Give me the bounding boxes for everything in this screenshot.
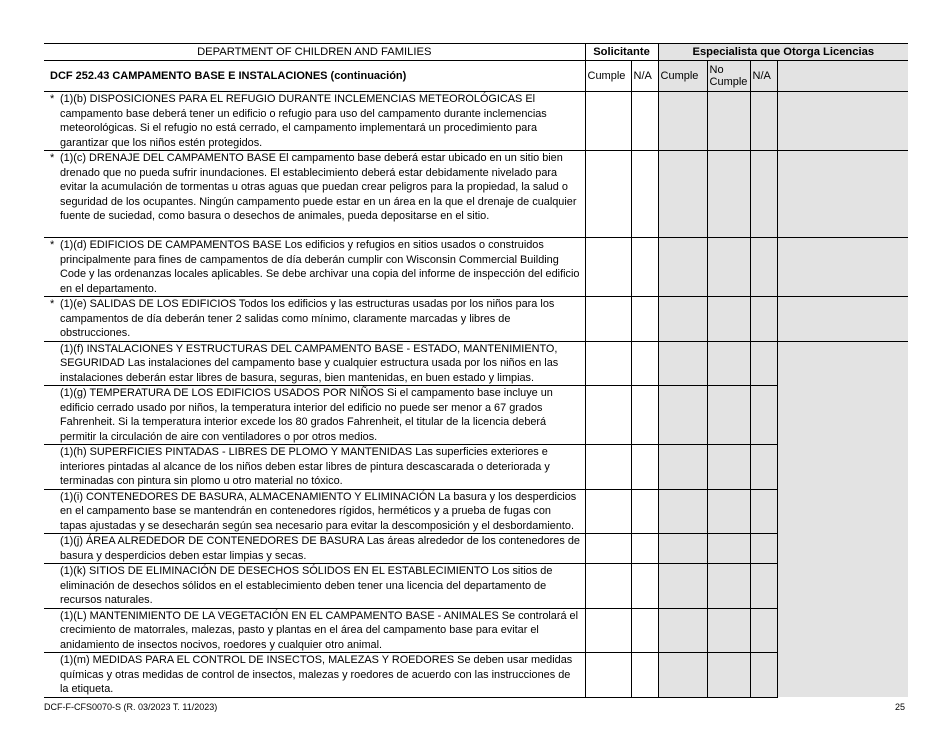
- specialist-cumple-cell[interactable]: [658, 653, 707, 698]
- requirement-text: (1)(g) TEMPERATURA DE LOS EDIFICIOS USADOS POR NIÑOS Si el campamento base incluye un edificio cerrado usado por niños, la temperatura interior del edificio no puede ser menor a 67 grados Fahrenheit. Si la temperatura interior excede los 80 grados Fahrenheit, el titular de la licencia deberá permitir la circulación de aire con ventiladores o por otros medios.: [60, 387, 553, 443]
- requirement-text: (1)(L) MANTENIMIENTO DE LA VEGETACIÓN EN EL CAMPAMENTO BASE - ANIMALES Se controlará el crecimiento de matorrales, malezas, pasto y plantas en el área del campamento base para evitar el anidamiento de insectos nocivos, roedores y cualquier otro animal.: [60, 609, 579, 651]
- header-row-2: [44, 61, 908, 92]
- table-row: [44, 564, 908, 609]
- applicant-na-cell[interactable]: [631, 297, 658, 342]
- applicant-na-cell[interactable]: [631, 238, 658, 297]
- specialist-na-cell[interactable]: [750, 608, 777, 653]
- requirement-text: (1)(b) DISPOSICIONES PARA EL REFUGIO DURANTE INCLEMENCIAS METEOROLÓGICAS El campamento base deberá tener un edificio o refugio para uso del campamento durante inclemencias meteorológicas. Si el refugio no está cerrado, el campamento implementará un procedimiento para garantizar que los niños estén protegidos.: [60, 93, 547, 149]
- requirement-cell: [44, 564, 585, 609]
- applicant-cumple-cell[interactable]: [585, 534, 631, 564]
- specialist-no-cumple-cell[interactable]: [707, 653, 750, 698]
- specialist-na-cell[interactable]: [750, 445, 777, 490]
- requirement-cell: [44, 653, 585, 698]
- table-row: [44, 341, 908, 386]
- requirement-text: (1)(d) EDIFICIOS DE CAMPAMENTOS BASE Los edificios y refugios en sitios usados o construidos principalmente para fines de campamentos de día deberán cumplir con Wisconsin Commercial Building Code y las ordenanzas locales aplicables. Se debe archivar una copia del informe de inspección del edificio en el departamento.: [60, 239, 580, 295]
- specialist-cumple-cell[interactable]: [658, 238, 707, 297]
- specialist-heading: Especialista que Otorga Licencias: [658, 44, 908, 61]
- specialist-no-cumple-cell[interactable]: [707, 386, 750, 445]
- checklist-rows: [44, 92, 908, 698]
- form-code: DCF-F-CFS0070-S (R. 03/2023 T. 11/2023): [44, 702, 218, 712]
- applicant-na-cell[interactable]: [631, 445, 658, 490]
- applicant-cumple-header: Cumple: [585, 61, 631, 92]
- table-row: [44, 297, 908, 342]
- specialist-na-cell[interactable]: [750, 534, 777, 564]
- shaded-spacer-cell: [777, 151, 908, 238]
- applicant-cumple-cell[interactable]: [585, 564, 631, 609]
- applicant-cumple-cell[interactable]: [585, 386, 631, 445]
- table-row: [44, 489, 908, 534]
- shaded-spacer-cell: [777, 534, 908, 564]
- applicant-cumple-cell[interactable]: [585, 489, 631, 534]
- specialist-no-cumple-cell[interactable]: [707, 564, 750, 609]
- specialist-na-cell[interactable]: [750, 92, 777, 151]
- applicant-cumple-cell[interactable]: [585, 653, 631, 698]
- table-row: [44, 151, 908, 238]
- requirement-cell: [44, 297, 585, 342]
- applicant-na-cell[interactable]: [631, 608, 658, 653]
- specialist-no-cumple-cell[interactable]: [707, 534, 750, 564]
- shaded-spacer-cell: [777, 297, 908, 342]
- specialist-no-cumple-cell[interactable]: [707, 92, 750, 151]
- applicant-na-cell[interactable]: [631, 341, 658, 386]
- specialist-na-cell[interactable]: [750, 653, 777, 698]
- asterisk-marker: *: [50, 152, 55, 164]
- requirement-cell: [44, 92, 585, 151]
- requirement-text: (1)(m) MEDIDAS PARA EL CONTROL DE INSECTOS, MALEZAS Y ROEDORES Se deben usar medidas químicas y otras medidas de control de insectos, malezas y roedores de acuerdo con las instrucciones de la etiqueta.: [60, 654, 573, 695]
- requirement-cell: [44, 238, 585, 297]
- requirement-cell: [44, 489, 585, 534]
- specialist-no-cumple-cell[interactable]: [707, 297, 750, 342]
- specialist-cumple-cell[interactable]: [658, 386, 707, 445]
- specialist-no-cumple-cell[interactable]: [707, 238, 750, 297]
- specialist-na-cell[interactable]: [750, 341, 777, 386]
- applicant-cumple-cell[interactable]: [585, 341, 631, 386]
- shaded-spacer-cell: [777, 608, 908, 653]
- specialist-na-header: N/A: [750, 61, 777, 92]
- specialist-no-cumple-cell[interactable]: [707, 489, 750, 534]
- specialist-cumple-cell[interactable]: [658, 151, 707, 238]
- page-number: 25: [895, 702, 906, 712]
- requirement-cell: [44, 341, 585, 386]
- specialist-na-cell[interactable]: [750, 564, 777, 609]
- applicant-cumple-cell[interactable]: [585, 151, 631, 238]
- shaded-spacer-cell: [777, 341, 908, 386]
- requirement-text: (1)(j) ÁREA ALREDEDOR DE CONTENEDORES DE BASURA Las áreas alrededor de los contenedores de basura y desperdicios deben estar limpias y secas.: [60, 535, 580, 562]
- table-row: [44, 445, 908, 490]
- specialist-cumple-cell[interactable]: [658, 341, 707, 386]
- asterisk-marker: *: [50, 298, 55, 310]
- applicant-na-cell[interactable]: [631, 534, 658, 564]
- table-row: [44, 92, 908, 151]
- shaded-spacer-cell: [777, 489, 908, 534]
- requirement-text: (1)(k) SITIOS DE ELIMINACIÓN DE DESECHOS SÓLIDOS EN EL ESTABLECIMIENTO Los sitios de eliminación de desechos sólidos en el establecimiento deben tener una licencia del departamento de recursos naturales.: [60, 565, 553, 606]
- specialist-na-cell[interactable]: [750, 386, 777, 445]
- applicant-cumple-cell[interactable]: [585, 297, 631, 342]
- requirement-text: (1)(e) SALIDAS DE LOS EDIFICIOS Todos los edificios y las estructuras usadas por los niños para los campamentos de día deberán tener 2 salidas como mínimo, claramente marcadas y libres de obstrucciones.: [60, 298, 555, 339]
- shaded-spacer-cell: [777, 386, 908, 445]
- requirement-cell: [44, 534, 585, 564]
- specialist-cumple-cell[interactable]: [658, 445, 707, 490]
- table-row: [44, 534, 908, 564]
- asterisk-marker: *: [50, 93, 55, 105]
- header-row-1: [44, 44, 908, 61]
- applicant-na-cell[interactable]: [631, 653, 658, 698]
- applicant-heading: Solicitante: [585, 44, 658, 61]
- checklist-table: [44, 43, 908, 698]
- specialist-no-cumple-header: No Cumple: [707, 61, 750, 92]
- requirement-text: (1)(f) INSTALACIONES Y ESTRUCTURAS DEL CAMPAMENTO BASE - ESTADO, MANTENIMIENTO, SEGURIDAD Las instalaciones del campamento base y cualquier estructura usada por los niños en las instalaciones deberán estar libres de basura, seguras, bien mantenidas, en buen estado y limpias.: [60, 342, 559, 384]
- applicant-na-cell[interactable]: [631, 92, 658, 151]
- requirement-cell: [44, 151, 585, 238]
- requirement-cell: [44, 386, 585, 445]
- form-sheet: [44, 43, 908, 698]
- requirement-text: (1)(h) SUPERFICIES PINTADAS - LIBRES DE PLOMO Y MANTENIDAS Las superficies exteriores e interiores pintadas al alcance de los niños deben estar libres de pintura descascarada o deteriorada y terminadas con pintura sin plomo u otro material no tóxico.: [60, 446, 550, 487]
- applicant-na-cell[interactable]: [631, 489, 658, 534]
- specialist-na-cell[interactable]: [750, 297, 777, 342]
- shaded-spacer-cell: [777, 564, 908, 609]
- specialist-cumple-cell[interactable]: [658, 534, 707, 564]
- asterisk-marker: *: [50, 239, 55, 251]
- header-spacer: [777, 61, 908, 92]
- specialist-cumple-cell[interactable]: [658, 297, 707, 342]
- applicant-na-cell[interactable]: [631, 564, 658, 609]
- specialist-cumple-cell[interactable]: [658, 564, 707, 609]
- requirement-cell: [44, 608, 585, 653]
- shaded-spacer-cell: [777, 92, 908, 151]
- section-title: DCF 252.43 CAMPAMENTO BASE E INSTALACIONES (continuación): [44, 61, 585, 92]
- applicant-na-cell[interactable]: [631, 386, 658, 445]
- applicant-na-cell[interactable]: [631, 151, 658, 238]
- applicant-cumple-cell[interactable]: [585, 445, 631, 490]
- table-row: [44, 608, 908, 653]
- specialist-no-cumple-cell[interactable]: [707, 445, 750, 490]
- requirement-text: (1)(c) DRENAJE DEL CAMPAMENTO BASE El campamento base deberá estar ubicado en un sitio bien drenado que no pueda sufrir inundaciones. El establecimiento deberá estar debidamente nivelado para evitar la acumulación de tormentas u otras aguas que puedan crear peligros para la propiedad, la salud o seguridad de los ocupantes. Ningún campamento puede estar en un área en la que el drenaje de cualquier fuente de suciedad, como basura o desechos de animales, pueda depositarse en el sitio.: [60, 152, 577, 222]
- specialist-no-cumple-cell[interactable]: [707, 608, 750, 653]
- requirement-cell: [44, 445, 585, 490]
- specialist-na-cell[interactable]: [750, 489, 777, 534]
- requirement-text: (1)(i) CONTENEDORES DE BASURA, ALMACENAMIENTO Y ELIMINACIÓN La basura y los desperdicios en el campamento base se mantendrán en contenedores rígidos, herméticos y a prueba de fugas con tapas ajustadas y se desecharán según sea necesario para evitar la descomposición y el desbordamiento.: [60, 490, 577, 532]
- table-row: [44, 653, 908, 698]
- specialist-cumple-header: Cumple: [658, 61, 707, 92]
- specialist-na-cell[interactable]: [750, 238, 777, 297]
- shaded-spacer-cell: [777, 445, 908, 490]
- department-name: DEPARTMENT OF CHILDREN AND FAMILIES: [44, 44, 585, 61]
- applicant-cumple-cell[interactable]: [585, 608, 631, 653]
- applicant-cumple-cell[interactable]: [585, 238, 631, 297]
- applicant-na-header: N/A: [631, 61, 658, 92]
- specialist-no-cumple-cell[interactable]: [707, 151, 750, 238]
- shaded-spacer-cell: [777, 653, 908, 698]
- table-row: [44, 386, 908, 445]
- specialist-cumple-cell[interactable]: [658, 92, 707, 151]
- applicant-cumple-cell[interactable]: [585, 92, 631, 151]
- specialist-no-cumple-cell[interactable]: [707, 341, 750, 386]
- specialist-cumple-cell[interactable]: [658, 489, 707, 534]
- specialist-na-cell[interactable]: [750, 151, 777, 238]
- specialist-cumple-cell[interactable]: [658, 608, 707, 653]
- shaded-spacer-cell: [777, 238, 908, 297]
- table-row: [44, 238, 908, 297]
